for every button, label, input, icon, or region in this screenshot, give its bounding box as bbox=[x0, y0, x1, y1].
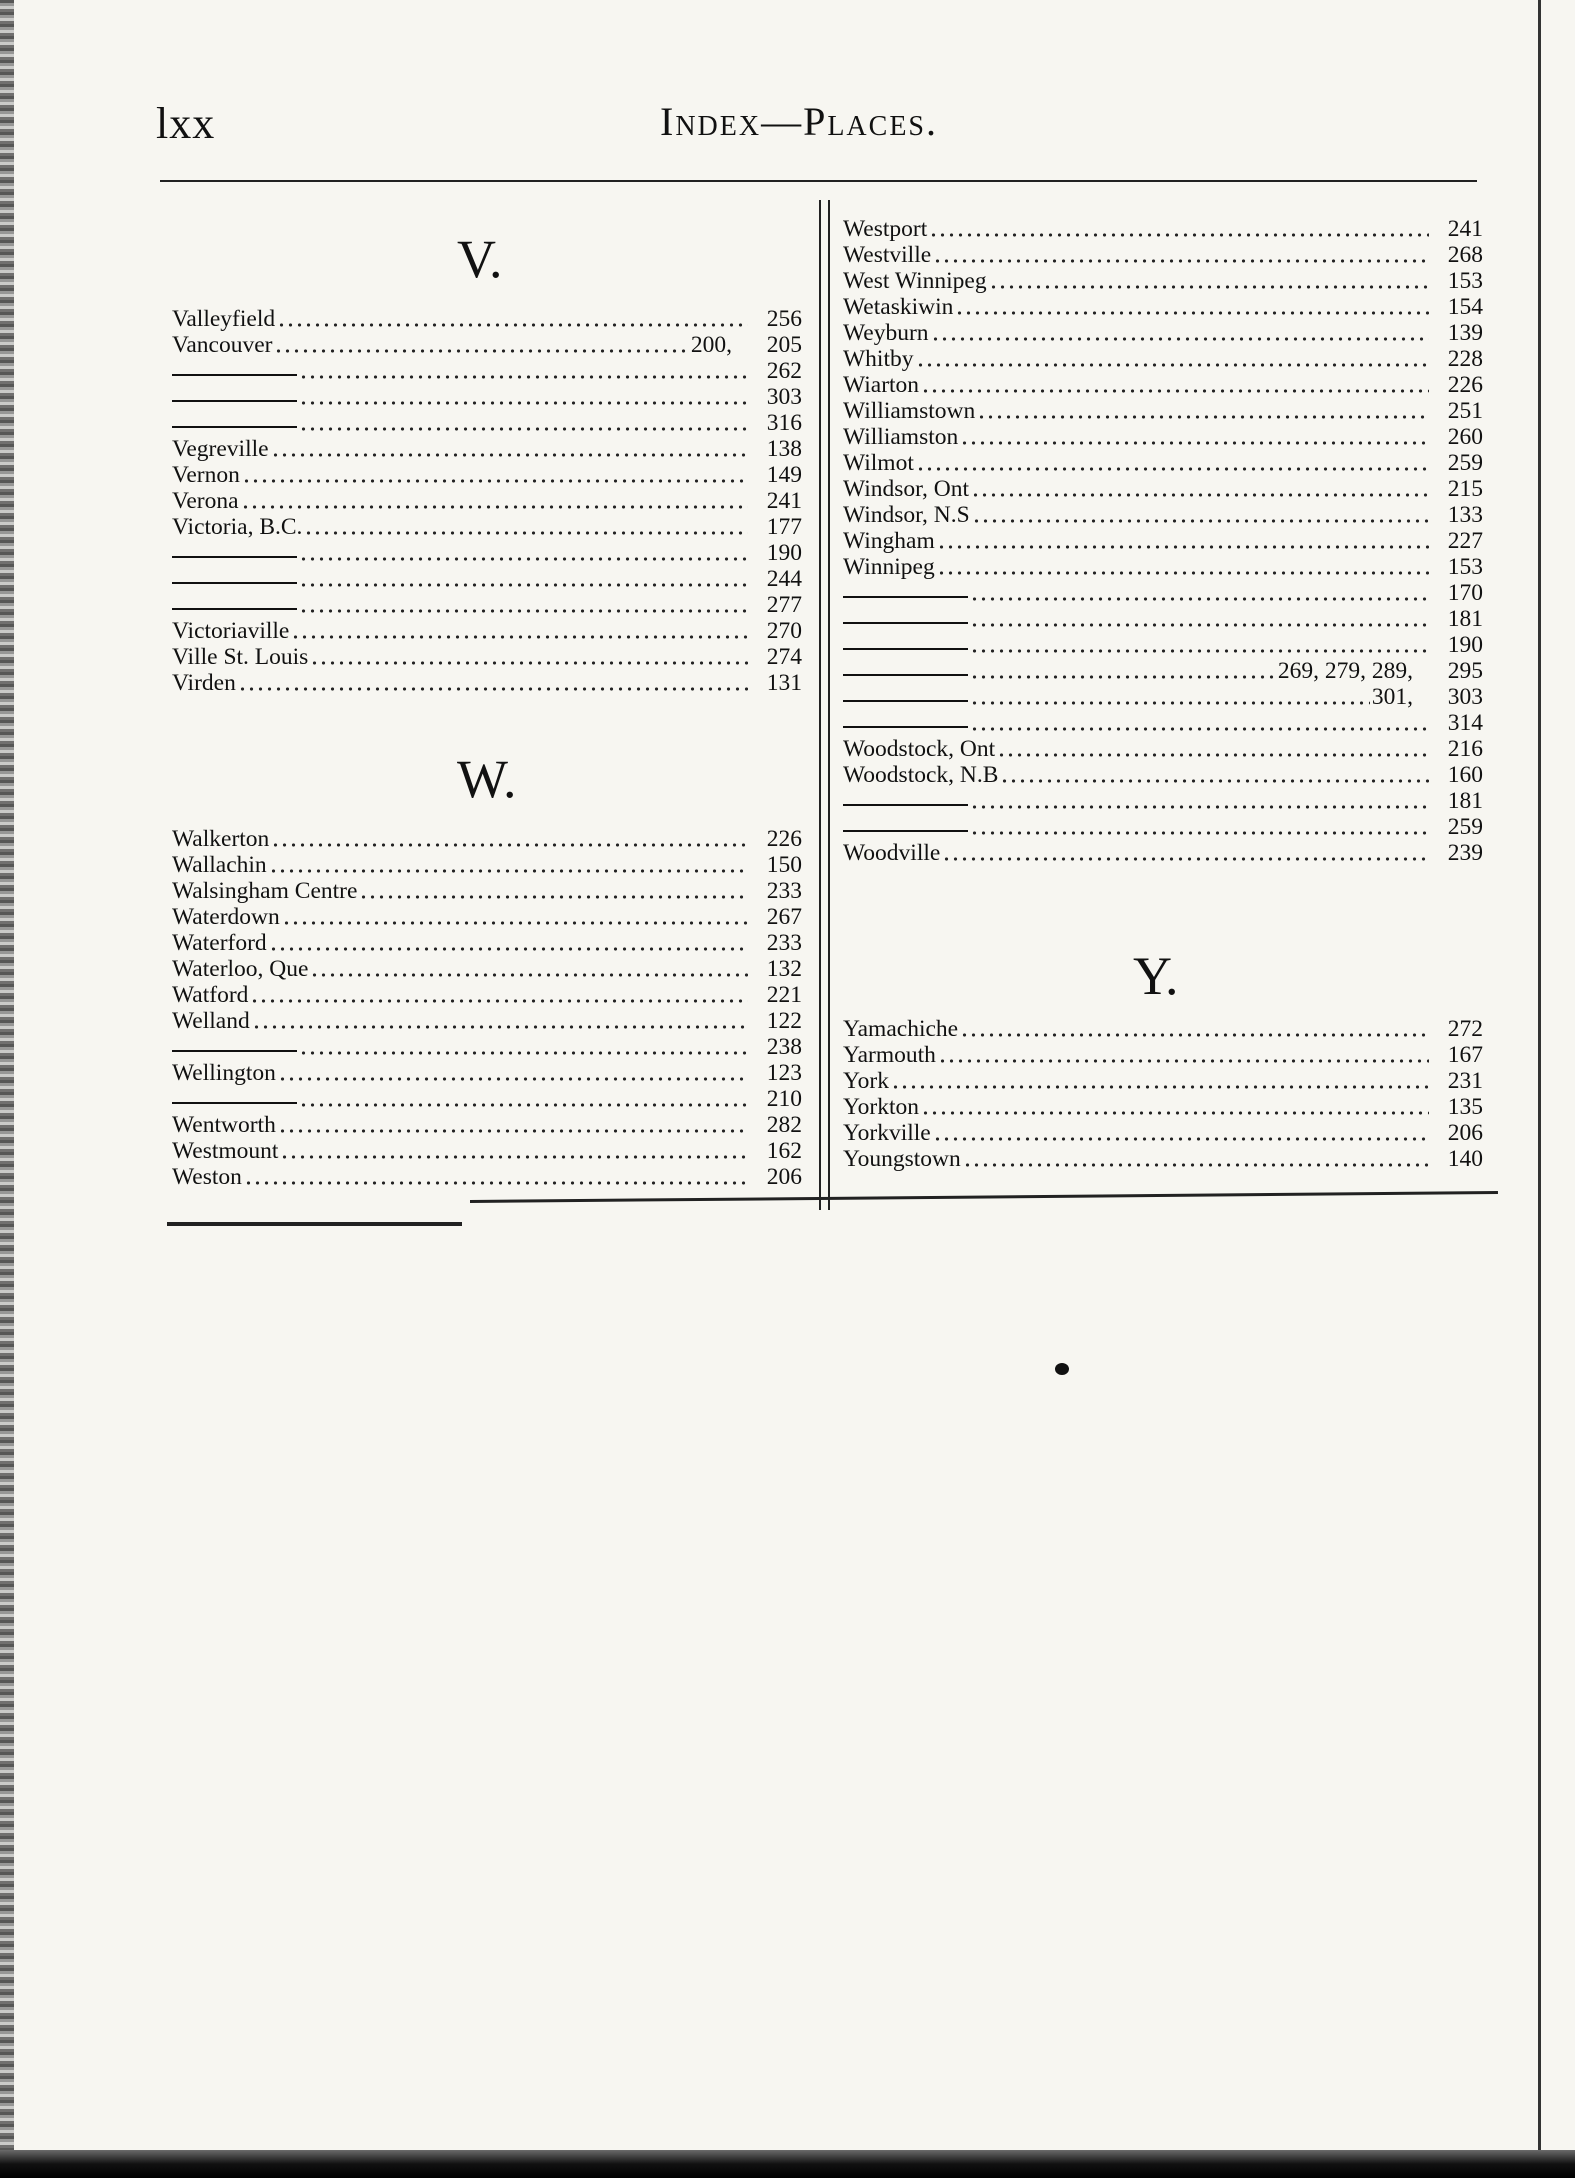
entry-page-number: 241 bbox=[1447, 216, 1483, 242]
entry-place-name: Verona bbox=[172, 488, 239, 514]
index-entry bbox=[843, 710, 1483, 736]
leader-dots bbox=[269, 930, 748, 956]
entry-place-name: Wetaskiwin bbox=[843, 294, 954, 320]
entry-additional-pages: 269, 279, 289, bbox=[1277, 658, 1413, 684]
entry-page-number: 131 bbox=[766, 670, 802, 696]
index-entry bbox=[172, 1086, 802, 1112]
entry-page-number: 149 bbox=[766, 462, 802, 488]
ditto-dash bbox=[172, 608, 297, 610]
index-entry bbox=[843, 606, 1483, 632]
index-entry bbox=[843, 346, 1483, 372]
entry-page-number: 244 bbox=[766, 566, 802, 592]
leader-dots bbox=[1000, 762, 1429, 788]
entry-page-number: 216 bbox=[1447, 736, 1483, 762]
ditto-dash bbox=[843, 674, 968, 676]
index-entry bbox=[172, 852, 802, 878]
entry-page-number: 190 bbox=[1447, 632, 1483, 658]
entry-place-name: Woodville bbox=[843, 840, 941, 866]
entry-page-number: 181 bbox=[1447, 788, 1483, 814]
entry-place-name: Waterloo, Que bbox=[172, 956, 309, 982]
leader-dots bbox=[271, 826, 748, 852]
leader-dots bbox=[942, 840, 1429, 866]
entry-place-name: Windsor, N.S bbox=[843, 502, 970, 528]
leader-dots bbox=[938, 1042, 1429, 1068]
index-entry bbox=[843, 320, 1483, 346]
leader-dots bbox=[250, 982, 748, 1008]
ditto-dash bbox=[843, 830, 968, 832]
book-binding-edge bbox=[0, 0, 14, 2178]
index-entry bbox=[843, 1068, 1483, 1094]
index-entry bbox=[843, 736, 1483, 762]
index-entry bbox=[843, 840, 1483, 866]
index-entry bbox=[172, 670, 802, 696]
index-entry bbox=[172, 878, 802, 904]
entry-page-number: 270 bbox=[766, 618, 802, 644]
entry-page-number: 162 bbox=[766, 1138, 802, 1164]
index-entry bbox=[172, 488, 802, 514]
index-entry bbox=[172, 514, 802, 540]
entry-page-number: 295 bbox=[1447, 658, 1483, 684]
leader-dots bbox=[970, 580, 1429, 606]
leader-dots bbox=[933, 1120, 1429, 1146]
page-bottom-shadow bbox=[0, 2150, 1575, 2178]
entry-place-name: Waterford bbox=[172, 930, 267, 956]
entry-place-name: Whitby bbox=[843, 346, 914, 372]
entry-page-number: 272 bbox=[1447, 1016, 1483, 1042]
index-entry bbox=[172, 904, 802, 930]
page-number: lxx bbox=[156, 99, 216, 148]
leader-dots bbox=[970, 658, 1276, 684]
entry-place-name: Walkerton bbox=[172, 826, 270, 852]
index-entry bbox=[843, 580, 1483, 606]
entry-place-name: Wilmot bbox=[843, 450, 914, 476]
index-entry bbox=[172, 1034, 802, 1060]
entry-place-name: Weyburn bbox=[843, 320, 929, 346]
entry-page-number: 268 bbox=[1447, 242, 1483, 268]
index-entry bbox=[172, 306, 802, 332]
entry-page-number: 181 bbox=[1447, 606, 1483, 632]
index-entry bbox=[843, 268, 1483, 294]
entry-place-name: Williamstown bbox=[843, 398, 976, 424]
ditto-dash bbox=[843, 700, 968, 702]
ditto-dash bbox=[172, 374, 297, 376]
entry-place-name: Waterdown bbox=[172, 904, 280, 930]
index-entry bbox=[172, 592, 802, 618]
index-entry bbox=[172, 1060, 802, 1086]
section-letter-w: W. bbox=[457, 749, 517, 809]
leader-dots bbox=[278, 1060, 748, 1086]
leader-dots bbox=[277, 306, 748, 332]
ditto-dash bbox=[843, 648, 968, 650]
entry-page-number: 167 bbox=[1447, 1042, 1483, 1068]
leader-dots bbox=[916, 346, 1430, 372]
leader-dots bbox=[963, 1146, 1429, 1172]
index-entry bbox=[172, 566, 802, 592]
entry-place-name: Westville bbox=[843, 242, 932, 268]
leader-dots bbox=[891, 1068, 1429, 1094]
entry-page-number: 138 bbox=[766, 436, 802, 462]
entry-place-name: Vancouver bbox=[172, 332, 273, 358]
entry-page-number: 135 bbox=[1447, 1094, 1483, 1120]
entry-place-name: Westport bbox=[843, 216, 928, 242]
entry-page-number: 153 bbox=[1447, 268, 1483, 294]
entry-page-number: 177 bbox=[766, 514, 802, 540]
leader-dots bbox=[274, 332, 688, 358]
index-entry bbox=[843, 1042, 1483, 1068]
entry-place-name: Woodstock, Ont bbox=[843, 736, 996, 762]
entry-page-number: 256 bbox=[766, 306, 802, 332]
index-entry bbox=[843, 1016, 1483, 1042]
leader-dots bbox=[933, 242, 1429, 268]
leader-dots bbox=[960, 1016, 1429, 1042]
leader-dots bbox=[310, 956, 748, 982]
leader-dots bbox=[937, 528, 1429, 554]
leader-dots bbox=[269, 852, 748, 878]
ditto-dash bbox=[843, 726, 968, 728]
entry-page-number: 303 bbox=[1447, 684, 1483, 710]
index-entry bbox=[843, 658, 1483, 684]
page-right-edge bbox=[1538, 0, 1541, 2178]
leader-dots bbox=[359, 878, 748, 904]
index-entry bbox=[843, 632, 1483, 658]
entry-place-name: Watford bbox=[172, 982, 249, 1008]
leader-dots bbox=[299, 540, 748, 566]
entry-place-name: Wellington bbox=[172, 1060, 276, 1086]
leader-dots bbox=[241, 488, 748, 514]
entry-page-number: 160 bbox=[1447, 762, 1483, 788]
leader-dots bbox=[299, 384, 748, 410]
index-entry bbox=[843, 788, 1483, 814]
leader-dots bbox=[271, 436, 748, 462]
leader-dots bbox=[299, 1034, 748, 1060]
ditto-dash bbox=[172, 426, 297, 428]
entry-page-number: 262 bbox=[766, 358, 802, 384]
entries-y bbox=[843, 1016, 1483, 1172]
entries-w-continued bbox=[843, 216, 1483, 866]
ditto-dash bbox=[172, 400, 297, 402]
index-entry bbox=[172, 1112, 802, 1138]
index-entry bbox=[172, 930, 802, 956]
index-entry bbox=[843, 1120, 1483, 1146]
leader-dots bbox=[970, 788, 1429, 814]
leader-dots bbox=[929, 216, 1429, 242]
entry-page-number: 122 bbox=[766, 1008, 802, 1034]
entry-place-name: Wentworth bbox=[172, 1112, 276, 1138]
leader-dots bbox=[304, 514, 748, 540]
entries-w bbox=[172, 826, 802, 1190]
index-entry bbox=[172, 1164, 802, 1190]
entry-page-number: 241 bbox=[766, 488, 802, 514]
leader-dots bbox=[970, 632, 1429, 658]
entry-page-number: 133 bbox=[1447, 502, 1483, 528]
ink-speck bbox=[1055, 1363, 1069, 1375]
leader-dots bbox=[282, 904, 748, 930]
leader-dots bbox=[242, 462, 748, 488]
entry-place-name: Wingham bbox=[843, 528, 935, 554]
index-entry bbox=[843, 424, 1483, 450]
entry-page-number: 233 bbox=[766, 878, 802, 904]
entries-v bbox=[172, 306, 802, 696]
entry-page-number: 221 bbox=[766, 982, 802, 1008]
entry-place-name: Westmount bbox=[172, 1138, 279, 1164]
entry-place-name: York bbox=[843, 1068, 889, 1094]
entry-page-number: 282 bbox=[766, 1112, 802, 1138]
index-entry bbox=[843, 476, 1483, 502]
leader-dots bbox=[278, 1112, 748, 1138]
header-rule bbox=[160, 180, 1477, 182]
entry-place-name: Wiarton bbox=[843, 372, 920, 398]
leader-dots bbox=[299, 592, 748, 618]
entry-page-number: 233 bbox=[766, 930, 802, 956]
entry-page-number: 303 bbox=[766, 384, 802, 410]
entry-place-name: Windsor, Ont bbox=[843, 476, 970, 502]
entry-page-number: 260 bbox=[1447, 424, 1483, 450]
leader-dots bbox=[931, 320, 1429, 346]
entry-page-number: 251 bbox=[1447, 398, 1483, 424]
entry-place-name: Winnipeg bbox=[843, 554, 935, 580]
entry-page-number: 132 bbox=[766, 956, 802, 982]
ditto-dash bbox=[172, 1102, 297, 1104]
leader-dots bbox=[972, 502, 1429, 528]
entry-page-number: 215 bbox=[1447, 476, 1483, 502]
entry-page-number: 123 bbox=[766, 1060, 802, 1086]
entry-page-number: 267 bbox=[766, 904, 802, 930]
leader-dots bbox=[960, 424, 1429, 450]
index-entry bbox=[843, 242, 1483, 268]
entry-page-number: 231 bbox=[1447, 1068, 1483, 1094]
leader-dots bbox=[916, 450, 1429, 476]
entry-place-name: Woodstock, N.B bbox=[843, 762, 999, 788]
leader-dots bbox=[299, 410, 748, 436]
entry-place-name: Williamston bbox=[843, 424, 959, 450]
entry-page-number: 150 bbox=[766, 852, 802, 878]
entry-page-number: 277 bbox=[766, 592, 802, 618]
ditto-dash bbox=[172, 1050, 297, 1052]
entry-page-number: 228 bbox=[1447, 346, 1483, 372]
entry-place-name: Walsingham Centre bbox=[172, 878, 358, 904]
entry-page-number: 226 bbox=[766, 826, 802, 852]
entry-page-number: 227 bbox=[1447, 528, 1483, 554]
leader-dots bbox=[970, 684, 1370, 710]
entry-page-number: 259 bbox=[1447, 450, 1483, 476]
leader-dots bbox=[955, 294, 1429, 320]
index-entry bbox=[172, 1138, 802, 1164]
ditto-dash bbox=[843, 596, 968, 598]
leader-dots bbox=[299, 566, 748, 592]
leader-dots bbox=[280, 1138, 748, 1164]
ditto-dash bbox=[843, 622, 968, 624]
entry-page-number: 153 bbox=[1447, 554, 1483, 580]
leader-dots bbox=[921, 372, 1429, 398]
index-entry bbox=[843, 814, 1483, 840]
entry-page-number: 170 bbox=[1447, 580, 1483, 606]
entry-place-name: Yamachiche bbox=[843, 1016, 959, 1042]
leader-dots bbox=[299, 1086, 748, 1112]
index-entry bbox=[843, 1146, 1483, 1172]
entry-place-name: Valleyfield bbox=[172, 306, 276, 332]
entry-additional-pages: 301, bbox=[1371, 684, 1413, 710]
ditto-dash bbox=[843, 804, 968, 806]
entry-place-name: Yorkville bbox=[843, 1120, 931, 1146]
leader-dots bbox=[244, 1164, 748, 1190]
index-entry bbox=[172, 956, 802, 982]
entry-place-name: Yarmouth bbox=[843, 1042, 936, 1068]
entry-page-number: 239 bbox=[1447, 840, 1483, 866]
ditto-dash bbox=[172, 556, 297, 558]
index-entry bbox=[172, 358, 802, 384]
section-letter-y: Y. bbox=[1133, 946, 1179, 1006]
section-letter-v: V. bbox=[457, 229, 503, 289]
entry-page-number: 190 bbox=[766, 540, 802, 566]
index-entry bbox=[172, 410, 802, 436]
index-entry bbox=[843, 762, 1483, 788]
page-title: Index—Places. bbox=[660, 99, 939, 144]
index-entry bbox=[172, 384, 802, 410]
index-entry bbox=[172, 1008, 802, 1034]
leader-dots bbox=[937, 554, 1429, 580]
index-entry bbox=[843, 372, 1483, 398]
entry-page-number: 316 bbox=[766, 410, 802, 436]
entry-page-number: 206 bbox=[1447, 1120, 1483, 1146]
index-entry bbox=[843, 502, 1483, 528]
entry-place-name: Ville St. Louis bbox=[172, 644, 309, 670]
index-entry bbox=[172, 332, 802, 358]
leader-dots bbox=[989, 268, 1429, 294]
column-divider bbox=[819, 200, 830, 1210]
entry-page-number: 259 bbox=[1447, 814, 1483, 840]
index-entry bbox=[172, 436, 802, 462]
entry-page-number: 205 bbox=[766, 332, 802, 358]
entry-place-name: West Winnipeg bbox=[843, 268, 987, 294]
leader-dots bbox=[977, 398, 1429, 424]
entry-page-number: 314 bbox=[1447, 710, 1483, 736]
leader-dots bbox=[971, 476, 1429, 502]
entry-page-number: 140 bbox=[1447, 1146, 1483, 1172]
leader-dots bbox=[252, 1008, 748, 1034]
leader-dots bbox=[299, 358, 748, 384]
leader-dots bbox=[310, 644, 748, 670]
bottom-rule-right bbox=[470, 1191, 1498, 1203]
entry-page-number: 274 bbox=[766, 644, 802, 670]
entry-place-name: Victoriaville bbox=[172, 618, 290, 644]
entry-page-number: 238 bbox=[766, 1034, 802, 1060]
index-entry bbox=[843, 216, 1483, 242]
leader-dots bbox=[970, 710, 1429, 736]
leader-dots bbox=[291, 618, 748, 644]
entry-page-number: 154 bbox=[1447, 294, 1483, 320]
index-entry bbox=[843, 450, 1483, 476]
entry-place-name: Vernon bbox=[172, 462, 240, 488]
index-entry bbox=[843, 398, 1483, 424]
leader-dots bbox=[921, 1094, 1429, 1120]
entry-place-name: Welland bbox=[172, 1008, 250, 1034]
leader-dots bbox=[238, 670, 748, 696]
index-entry bbox=[172, 644, 802, 670]
index-entry bbox=[172, 982, 802, 1008]
index-entry bbox=[843, 528, 1483, 554]
entry-page-number: 210 bbox=[766, 1086, 802, 1112]
ditto-dash bbox=[172, 582, 297, 584]
bottom-rule-left bbox=[167, 1222, 462, 1226]
index-entry bbox=[172, 826, 802, 852]
entry-page-number: 139 bbox=[1447, 320, 1483, 346]
entry-page-number: 206 bbox=[766, 1164, 802, 1190]
index-entry bbox=[172, 462, 802, 488]
index-entry bbox=[172, 540, 802, 566]
index-entry bbox=[843, 684, 1483, 710]
entry-additional-pages: 200, bbox=[690, 332, 732, 358]
leader-dots bbox=[997, 736, 1429, 762]
entry-place-name: Virden bbox=[172, 670, 236, 696]
leader-dots bbox=[970, 606, 1429, 632]
index-entry bbox=[843, 1094, 1483, 1120]
entry-place-name: Wallachin bbox=[172, 852, 267, 878]
entry-place-name: Youngstown bbox=[843, 1146, 961, 1172]
entry-place-name: Vegreville bbox=[172, 436, 269, 462]
index-entry bbox=[843, 294, 1483, 320]
index-entry bbox=[172, 618, 802, 644]
entry-place-name: Victoria, B.C. bbox=[172, 514, 303, 540]
leader-dots bbox=[970, 814, 1429, 840]
entry-place-name: Weston bbox=[172, 1164, 242, 1190]
entry-place-name: Yorkton bbox=[843, 1094, 919, 1120]
index-entry bbox=[843, 554, 1483, 580]
entry-page-number: 226 bbox=[1447, 372, 1483, 398]
